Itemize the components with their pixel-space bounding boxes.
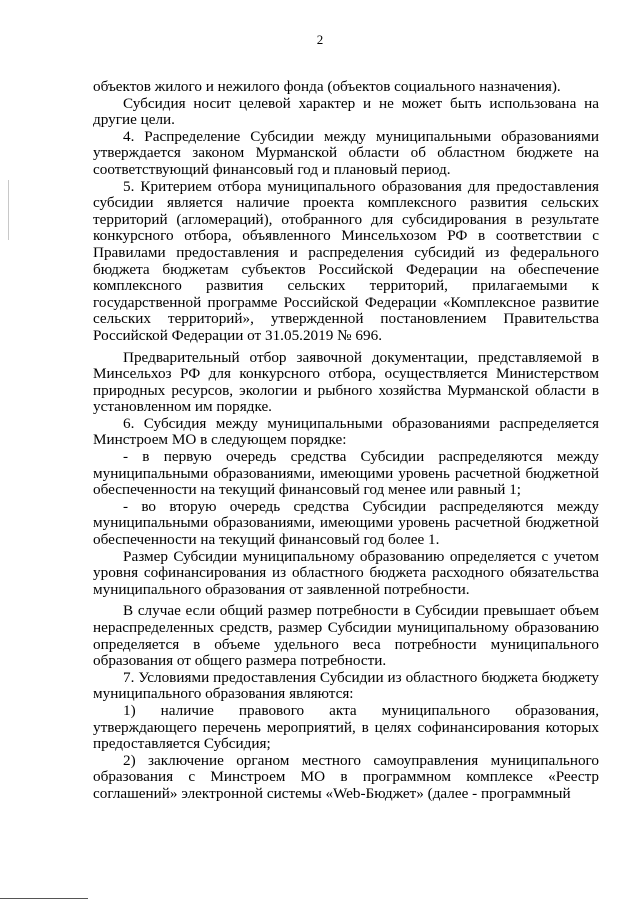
- margin-mark: [8, 180, 9, 240]
- paragraph-preliminary-selection: Предварительный отбор заявочной документации, представляемой в Минсельхоз РФ для конкурсного отбора, осуществляется Министерством природных ресурсов, экологии и рыбного хозяйства Мурманской области в установленном им порядке.: [93, 348, 599, 416]
- paragraph-condition-2: 2) заключение органом местного самоуправления муниципального образования с Минстроем МО в программном комплексе «Реестр соглашений» электронной системы «Web-Бюджет» (далее - программный: [93, 751, 599, 802]
- paragraph-excess-demand: В случае если общий размер потребности в Субсидии превышает объем нераспределенных средств, размер Субсидии муниципальному образованию определяется в объеме удельного веса потребности муниципального образования от общего размера потребности.: [93, 602, 599, 670]
- paragraph-item-7: 7. Условиями предоставления Субсидии из областного бюджета бюджету муниципального образования являются:: [93, 668, 599, 703]
- paragraph-second-priority: - во вторую очередь средства Субсидии распределяются между муниципальными образованиями, имеющими уровень расчетной бюджетной обеспеченности на текущий финансовый год более 1.: [93, 497, 599, 549]
- paragraph-item-5: 5. Критерием отбора муниципального образования для предоставления субсидии является наличие проекта комплексного развития сельских территорий (агломераций), отобранного для субсидирования в результате конкурсного отбора, объявленного Минсельхозом РФ в соответствии с Правилами предоставления и распределения субсидий из федерального бюджета бюджетам субъектов Российской Федерации на обеспечение комплексного развития сельских территорий, прилагаемыми к государственной программе Российской Федерации «Комплексное развитие сельских территорий», утвержденной постановлением Правительства Российской Федерации от 31.05.2019 № 696.: [93, 177, 599, 344]
- paragraph-item-4: 4. Распределение Субсидии между муниципальными образованиями утверждается законом Мурманской области об областном бюджете на соответствующий финансовый год и плановый период.: [93, 127, 599, 178]
- paragraph-condition-1: 1) наличие правового акта муниципального образования, утверждающего перечень мероприятий, в целях софинансирования которых предоставляется Субсидия;: [93, 701, 599, 753]
- paragraph-subsidy-size: Размер Субсидии муниципальному образованию определяется с учетом уровня софинансирования из областного бюджета расходного обязательства муниципального образования от заявленной потребности.: [93, 547, 599, 598]
- footer-divider: [0, 898, 88, 899]
- paragraph-subsidy-purpose: Субсидия носит целевой характер и не может быть использована на другие цели.: [93, 94, 599, 129]
- document-body: [93, 79, 599, 803]
- paragraph-item-6: 6. Субсидия между муниципальными образованиями распределяется Минстроем МО в следующем порядке:: [93, 414, 599, 449]
- paragraph-continuation: объектов жилого и нежилого фонда (объектов социального назначения).: [93, 78, 561, 95]
- paragraph-first-priority: - в первую очередь средства Субсидии распределяются между муниципальными образованиями, имеющими уровень расчетной бюджетной обеспеченности на текущий финансовый год менее или равный 1;: [93, 448, 599, 499]
- page-number: 2: [316, 32, 324, 47]
